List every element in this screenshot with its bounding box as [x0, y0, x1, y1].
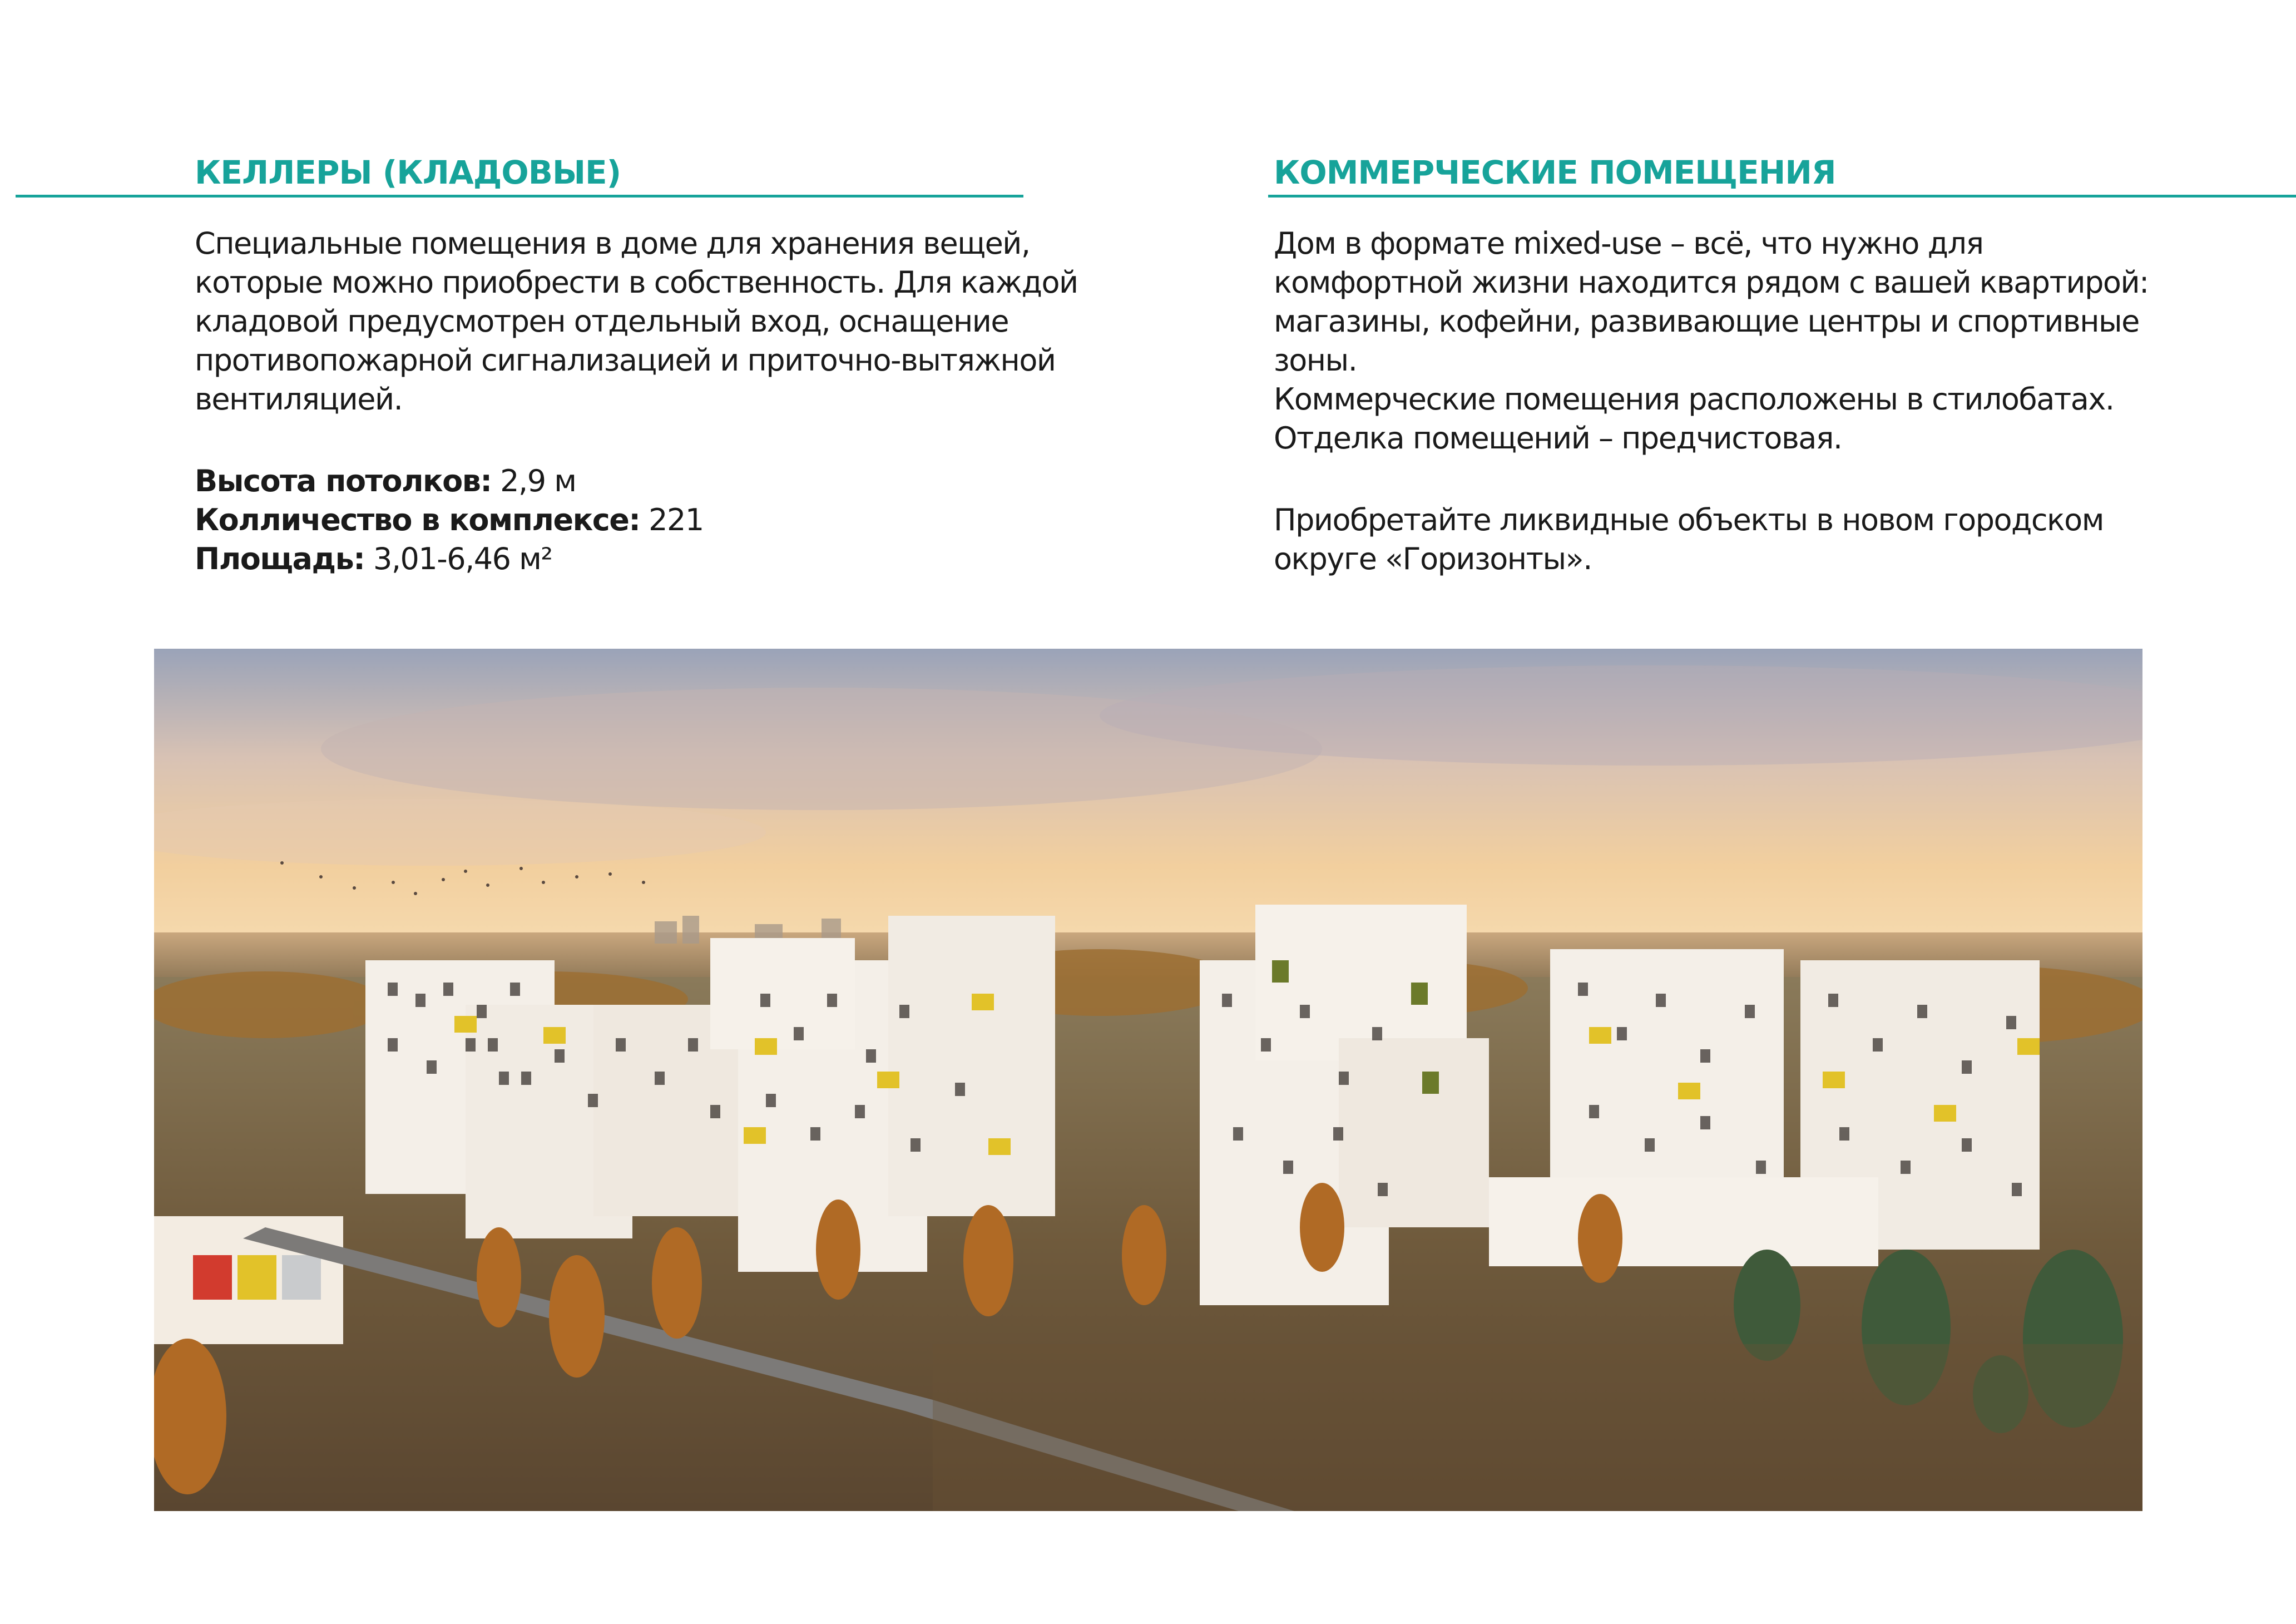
spec-label: Площадь: [195, 541, 365, 576]
keller-specs [195, 462, 704, 579]
commercial-section [1274, 150, 2219, 195]
keller-description: Специальные помещения в доме для хранения вещей, которые можно приобрести в собственность. Для каждой кладовой предусмотрен отдельный вход, оснащение противопожарной сигнализацией и приточно-вытяжной вентиляцией. [195, 226, 1078, 417]
spec-ceiling-height [195, 462, 704, 501]
keller-heading: КЕЛЛЕРЫ (КЛАДОВЫЕ) [195, 154, 621, 191]
spec-count [195, 501, 704, 540]
keller-heading-divider [16, 195, 1023, 198]
rendering-illustration [154, 649, 2142, 1511]
spec-area [195, 540, 704, 579]
spec-label: Высота потолков: [195, 463, 492, 498]
school-building [154, 1216, 343, 1344]
spec-value: 221 [640, 502, 704, 537]
spec-value: 2,9 м [491, 463, 576, 498]
commercial-description: Дом в формате mixed-use – всё, что нужно для комфортной жизни находится рядом с вашей квартирой: магазины, кофейни, развивающие центры и спортивные зоны. Коммерческие помещения расположены в стилобатах. Отделка помещений – предчистовая. [1274, 226, 2149, 456]
commercial-heading-divider [1268, 195, 2296, 198]
residential-complex-rendering [154, 649, 2142, 1511]
spec-label: Колличество в комплексе: [195, 502, 640, 537]
keller-section [195, 150, 1051, 195]
building-cluster-right [1489, 949, 2040, 1266]
commercial-call-to-action: Приобретайте ликвидные объекты в новом городском округе «Горизонты». [1274, 502, 2104, 576]
commercial-heading: КОММЕРЧЕСКИЕ ПОМЕЩЕНИЯ [1274, 154, 1836, 191]
spec-value: 3,01-6,46 м² [364, 541, 552, 576]
